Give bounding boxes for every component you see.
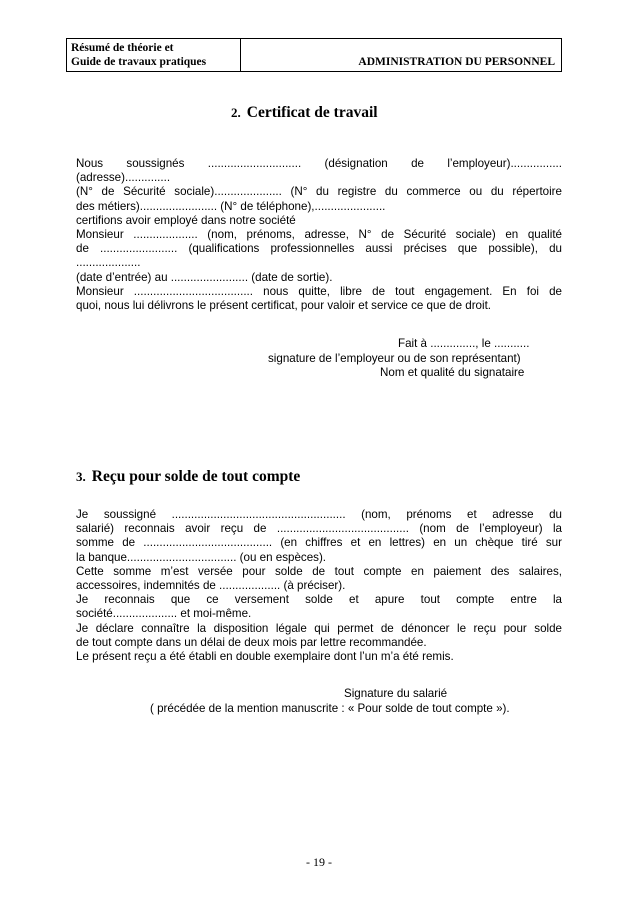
section3-line: accessoires, indemnités de ................... (à préciser). [76,579,346,593]
header-left-line2: Guide de travaux pratiques [71,56,207,68]
section3-title: Reçu pour solde de tout compte [91,468,301,485]
section2-line: Monsieur .................... (nom, prénoms, adresse, N° de Sécurité sociale) en qualité [76,228,562,242]
section3-line: Cette somme m’est versée pour solde de tout compte en paiement des salaires, [76,564,562,578]
section2-line: (N° de Sécurité sociale)..................... (N° du registre du commerce ou du répertoire [76,185,562,199]
section3-heading [76,468,300,486]
section3-line: Je reconnais que ce versement solde et apure tout compte entre la [76,593,562,607]
section3-body [76,508,562,664]
section3-line: salarié) reconnais avoir reçu de ......................................... (nom de l’employeur) la [76,522,562,536]
section2-line: Monsieur ..................................... nous quitte, libre de tout engagement. En foi de [76,284,562,298]
section3-line: de tout compte dans un délai de deux mois par lettre recommandée. [76,635,427,649]
section2-body [76,157,562,313]
page-number: - 19 - [306,855,332,869]
section2-line: .................... [76,256,141,270]
section2-signature-employer: signature de l’employeur ou de son représentant) [268,352,521,365]
section2-line: (date d’entrée) au ........................ (date de sortie). [76,270,333,284]
document-header [66,38,562,72]
section3-line: la banque.................................. (ou en espèces). [76,550,327,564]
section3-line: Le présent reçu a été établi en double exemplaire dont l’un m’a été remis. [76,650,454,664]
section2-signature-name-quality: Nom et qualité du signataire [380,366,525,379]
section3-signature-label: Signature du salarié [344,687,448,700]
section2-line: des métiers)........................ (N° de téléphone),...................... [76,199,386,213]
header-left-cell [67,39,241,71]
section2-line: quoi, nous lui délivrons le présent certificat, pour valoir et service ce que de droit. [76,299,492,313]
section2-title: Certificat de travail [246,104,378,121]
header-right-cell [241,39,561,71]
header-right-title: ADMINISTRATION DU PERSONNEL [358,56,555,68]
section3-line: société.................... et moi-même. [76,607,252,621]
section3-number: 3. [76,469,86,484]
section3-line: somme de ........................................ (en chiffres et en lettres) en un chèque tiré sur [76,536,562,550]
section2-line: (adresse).............. [76,171,171,185]
section2-line: de ........................ (qualifications professionnelles aussi précises que possible), du [76,242,562,256]
section2-line: Nous soussignés ............................. (désignation de l’employeur)................ [76,157,562,170]
section3-line: Je déclare connaître la disposition légale qui permet de dénoncer le reçu pour solde [76,621,562,635]
section2-heading [231,104,378,122]
section3-line: Je soussigné ...................................................... (nom, prénoms et adresse du [76,508,562,521]
section3-signature-note: ( précédée de la mention manuscrite : « Pour solde de tout compte »). [150,702,510,715]
section2-number: 2. [231,105,241,120]
header-left-line1: Résumé de théorie et [71,42,174,54]
section2-line: certifions avoir employé dans notre société [76,213,296,227]
section2-signature-place-date: Fait à .............., le ........... [398,337,530,350]
